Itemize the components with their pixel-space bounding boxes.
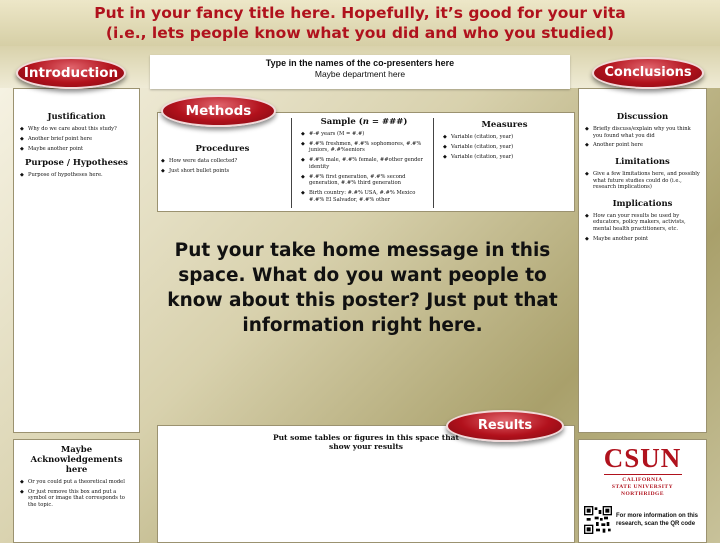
list-item: ◆ #-# years (M = #.#)	[300, 131, 428, 138]
introduction-panel	[13, 88, 140, 433]
purpose-heading: Purpose / Hypotheses	[25, 158, 128, 169]
qr-caption-line-1: For more information on this	[616, 513, 698, 519]
take-home-message	[150, 238, 575, 338]
take-home-line-3: know about this poster? Just put that	[167, 290, 558, 311]
sample-heading-suffix: = ###)	[368, 117, 408, 127]
list-item: ◆ Maybe another point	[19, 146, 134, 153]
list-item: ◆ Briefly discuss/explain why you think you found what you did	[584, 126, 701, 139]
qr-row	[584, 506, 704, 536]
sample-column	[300, 117, 428, 206]
title-bar	[0, 0, 720, 46]
list-item: ◆ Another point here	[584, 142, 701, 149]
sample-heading-prefix: Sample (	[320, 117, 363, 127]
list-item: ◆ Variable (citation, year)	[442, 144, 567, 151]
list-item: ◆ Maybe another point	[584, 236, 701, 243]
results-caption-line-2: show your results	[328, 442, 404, 451]
justification-list	[19, 126, 134, 152]
logo-subtitle-2: STATE UNIVERSITY	[611, 484, 674, 490]
list-item: ◆ Give a few limitations here, and possibly what future studies could do (i.e., research implications)	[584, 171, 701, 191]
implications-heading: Implications	[612, 198, 673, 209]
list-item: ◆ Just short bullet points	[160, 168, 285, 175]
results-oval: Results	[446, 410, 564, 442]
methods-divider-2	[433, 118, 434, 208]
discussion-heading: Discussion	[616, 112, 669, 122]
results-panel	[157, 425, 575, 543]
list-item: ◆ Why do we care about this study?	[19, 126, 134, 133]
logo-subtitle-3: NORTHRIDGE	[620, 491, 664, 497]
sample-list	[300, 131, 428, 203]
measures-column	[442, 120, 567, 163]
list-item: ◆ Or you could put a theoretical model	[19, 479, 134, 486]
take-home-line-4: information right here.	[242, 315, 483, 336]
logo-subtitle-1: CALIFORNIA	[622, 477, 663, 483]
logo-panel	[578, 439, 707, 543]
take-home-line-2: space. What do you want people to	[178, 265, 547, 286]
list-item: ◆ Purpose of hypotheses here.	[19, 172, 134, 179]
conclusions-oval: Conclusions	[592, 57, 704, 89]
logo-rule	[604, 474, 682, 475]
acknowledgements-heading-line-1: Maybe Acknowledgements	[30, 445, 123, 465]
methods-oval: Methods	[161, 95, 276, 127]
list-item: ◆ How can your results be used by educators, policy makers, activists, mental health practitioners, etc.	[584, 213, 701, 233]
implications-list	[584, 213, 701, 243]
purpose-list	[19, 172, 134, 179]
list-item: ◆ Birth country: #.#% USA, #.#% Mexico #.#% El Salvador, #.#% other	[300, 190, 428, 203]
introduction-oval: Introduction	[16, 57, 126, 89]
measures-list	[442, 134, 567, 160]
methods-divider-1	[291, 118, 292, 208]
limitations-heading: Limitations	[615, 156, 670, 167]
list-item: ◆ #.#% male, #.#% female, ##other gender identity	[300, 157, 428, 170]
csun-wordmark: CSUN	[603, 443, 682, 473]
limitations-list	[584, 171, 701, 191]
procedures-column	[160, 144, 285, 178]
list-item: ◆ Or just remove this box and put a symbol or image that corresponds to the topic.	[19, 489, 134, 509]
poster-title-line-1: Put in your fancy title here. Hopefully, it’s good for your vita	[94, 4, 626, 22]
sample-heading-n: n	[362, 117, 369, 127]
poster-title-line-2: (i.e., lets people know what you did and who you studied)	[105, 24, 615, 42]
list-item: ◆ Variable (citation, year)	[442, 134, 567, 141]
acknowledgements-heading-line-2: here	[65, 465, 88, 475]
acknowledgements-list	[19, 479, 134, 509]
procedures-list	[160, 158, 285, 174]
list-item: ◆ How were data collected?	[160, 158, 285, 165]
results-caption-line-1: Put some tables or figures in this space that	[272, 433, 460, 442]
list-item: ◆ Variable (citation, year)	[442, 154, 567, 161]
qr-code-icon[interactable]	[584, 506, 612, 534]
justification-heading: Justification	[47, 112, 106, 122]
qr-caption-line-2: research, scan the QR code	[616, 521, 696, 527]
list-item: ◆ #.#% freshmen, #.#% sophomores, #.#% juniors, #.#%seniors	[300, 141, 428, 154]
sample-heading	[300, 117, 428, 127]
coauthor-names: Type in the names of the co-presenters here	[265, 58, 455, 68]
measures-heading: Measures	[481, 120, 528, 130]
coauthor-box	[150, 55, 570, 89]
acknowledgements-panel	[13, 439, 140, 543]
discussion-list	[584, 126, 701, 149]
list-item: ◆ Another brief point here	[19, 136, 134, 143]
list-item: ◆ #.#% first generation, #.#% second generation, #.#% third generation	[300, 174, 428, 187]
procedures-heading: Procedures	[195, 144, 250, 154]
conclusions-panel	[578, 88, 707, 433]
take-home-line-1: Put your take home message in this	[174, 240, 551, 261]
department-name: Maybe department here	[314, 69, 406, 79]
